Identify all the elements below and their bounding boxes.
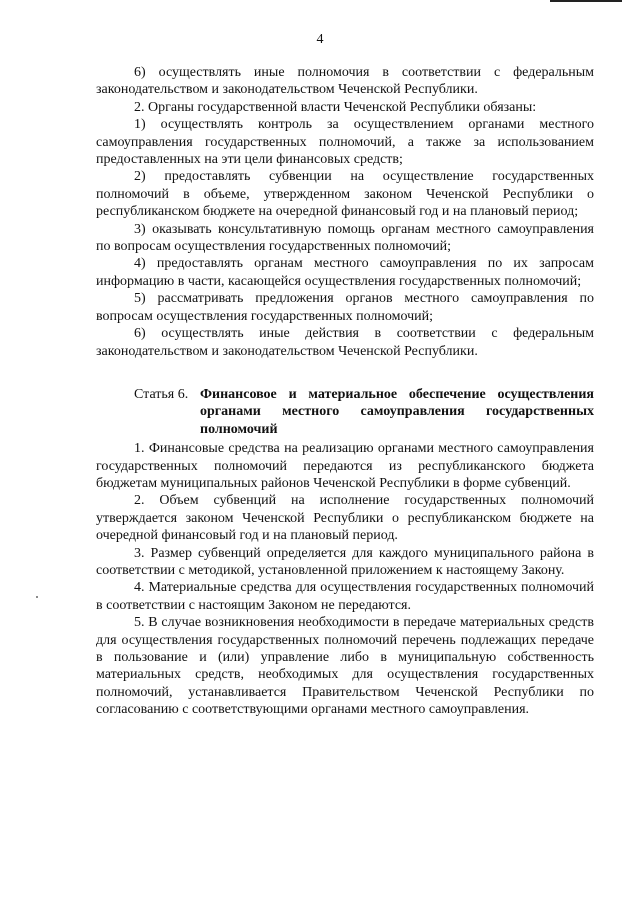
paragraph-2-item-2: 2) предоставлять субвенции на осуществление государственных полномочий в объеме, утвержденном законом Чеченской Республики о республиканском бюджете на очередной финансовый год и на плановый период; <box>96 169 594 220</box>
article-6-paragraph-1: 1. Финансовые средства на реализацию органами местного самоуправления государственных полномочий передаются из республиканского бюджета бюджетам муниципальных районов Чеченской Республики в форме субвенций. <box>96 441 594 491</box>
paragraph-2-item-5: 5) рассматривать предложения органов местного самоуправления по вопросам осуществления государственных полномочий; <box>96 291 594 324</box>
article-6-paragraph-5: 5. В случае возникновения необходимости в передаче материальных средств для осуществления государственных полномочий перечень подлежащих передаче в пользование и (или) управление либо в муниципальную собственность материальных средств, необходимых для осуществления государственных полномочий, устанавливается Правительством Чеченской Республики по согласованию с соответствующими органами местного самоуправления. <box>96 615 594 718</box>
article-title: Финансовое и материальное обеспечение осуществления органами местного самоуправления государственных полномочий <box>200 386 594 437</box>
article-number: Статья 6. <box>134 386 189 402</box>
paragraph-2-intro: 2. Органы государственной власти Чеченской Республики обязаны: <box>134 99 537 115</box>
article-6-paragraph-3: 3. Размер субвенций определяется для каждого муниципального района в соответствии с методикой, установленной приложением к настоящему Закону. <box>96 545 594 578</box>
article-heading <box>96 386 594 438</box>
paragraph-2-item-4: 4) предоставлять органам местного самоуправления по их запросам информацию в части, касающейся осуществления государственных полномочий; <box>96 256 594 289</box>
corner-mark <box>550 0 622 2</box>
document-body <box>96 64 594 719</box>
article-6-paragraph-2: 2. Объем субвенций на исполнение государственных полномочий утверждается законом Чеченской Республики о республиканском бюджете на очередной финансовый год и на плановый период. <box>96 493 594 544</box>
article-6-paragraph-4: 4. Материальные средства для осуществления государственных полномочий в соответствии с настоящим Законом не передаются. <box>96 580 594 613</box>
scan-speck <box>36 596 38 598</box>
paragraph-2-item-3: 3) оказывать консультативную помощь органам местного самоуправления по вопросам осуществления государственных полномочий; <box>96 221 594 255</box>
page-number: 4 <box>316 32 324 47</box>
paragraph-1-item-6: 6) осуществлять иные полномочия в соответствии с федеральным законодательством и законодательством Чеченской Республики. <box>96 65 594 98</box>
paragraph-2-item-6: 6) осуществлять иные действия в соответствии с федеральным законодательством и законодательством Чеченской Республики. <box>96 326 594 359</box>
paragraph-2-item-1: 1) осуществлять контроль за осуществлением органами местного самоуправления государственных полномочий, а также за использованием предоставленных на эти цели финансовых средств; <box>96 117 594 168</box>
section-gap <box>96 360 594 386</box>
